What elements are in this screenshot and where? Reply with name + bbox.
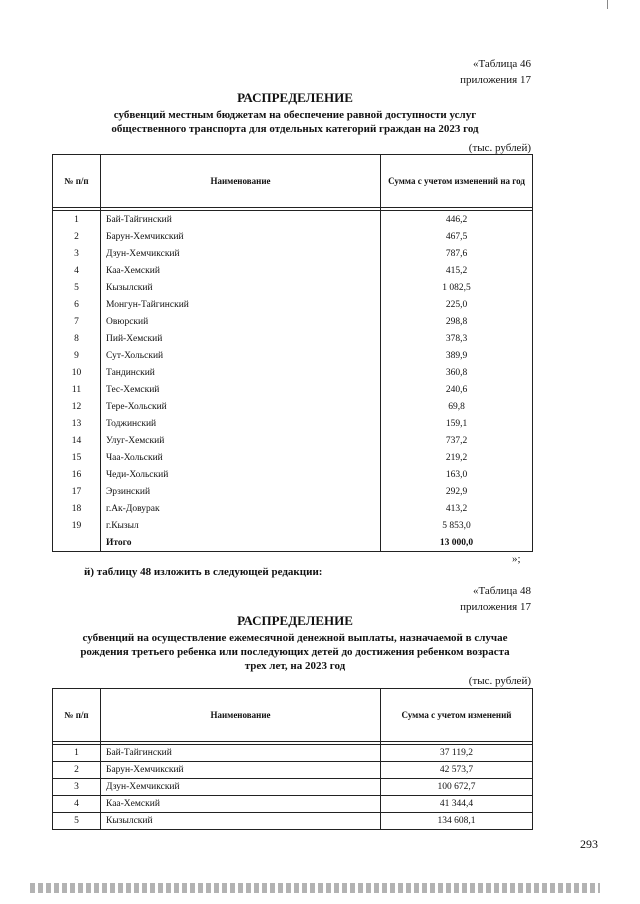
table46-cell-num: 2 (53, 228, 101, 245)
table46-row (53, 313, 533, 330)
table48-cell-name: Дзун-Хемчикский (101, 779, 381, 796)
table46-cell-num: 7 (53, 313, 101, 330)
table46-cell-num: 14 (53, 432, 101, 449)
table46-row (53, 415, 533, 432)
table46-total-value: 13 000,0 (381, 534, 533, 552)
table46-cell-num: 4 (53, 262, 101, 279)
table48-row (53, 762, 533, 779)
table48-cell-value: 100 672,7 (381, 779, 533, 796)
table46-cell-name: Сут-Хольский (101, 347, 381, 364)
table46-cell-num: 1 (53, 211, 101, 229)
table46-cell-value: 159,1 (381, 415, 533, 432)
table48-cell-value: 134 608,1 (381, 813, 533, 830)
table48-ref-line2: приложения 17 (460, 601, 531, 613)
table46-row (53, 330, 533, 347)
table46-cell-num: 19 (53, 517, 101, 534)
table48-header-sum: Сумма с учетом изменений (381, 689, 533, 742)
table46-header-name: Наименование (101, 155, 381, 208)
table46-cell-num: 11 (53, 381, 101, 398)
table46-cell-value: 787,6 (381, 245, 533, 262)
table46-cell-value: 219,2 (381, 449, 533, 466)
table46-cell-value: 360,8 (381, 364, 533, 381)
table48-subtitle-line3: трех лет, на 2023 год (244, 660, 346, 672)
table46-row (53, 296, 533, 313)
table46-cell-name: г.Ак-Довурак (101, 500, 381, 517)
table46-cell-num: 17 (53, 483, 101, 500)
table46-row (53, 500, 533, 517)
table46-cell-name: Овюрский (101, 313, 381, 330)
table46-row (53, 381, 533, 398)
table46-title: РАСПРЕДЕЛЕНИЕ (237, 90, 353, 105)
table46-subtitle-line2: общественного транспорта для отдельных категорий граждан на 2023 год (111, 123, 479, 135)
table46-cell-name: Барун-Хемчикский (101, 228, 381, 245)
table46-row (53, 364, 533, 381)
table46-cell-value: 737,2 (381, 432, 533, 449)
table46-row (53, 279, 533, 296)
table46-row (53, 398, 533, 415)
table48-header-name: Наименование (101, 689, 381, 742)
table46-row (53, 245, 533, 262)
table48-cell-num: 3 (53, 779, 101, 796)
table46-cell-num: 9 (53, 347, 101, 364)
table46-cell-num: 12 (53, 398, 101, 415)
table46-cell-name: Тере-Хольский (101, 398, 381, 415)
table48-units: (тыс. рублей) (468, 675, 531, 687)
table48-subtitle-line2: рождения третьего ребенка или последующих детей до достижения ребенком возраста (80, 646, 510, 658)
table46-row (53, 211, 533, 229)
table46-cell-value: 225,0 (381, 296, 533, 313)
table46-header-row (53, 155, 533, 208)
table46-cell-value: 413,2 (381, 500, 533, 517)
scan-bottom-artifact (30, 883, 600, 893)
table46-total-row (53, 534, 533, 552)
table48 (52, 688, 533, 830)
table46-cell-value: 378,3 (381, 330, 533, 347)
table46-cell-value: 5 853,0 (381, 517, 533, 534)
table48-row (53, 745, 533, 762)
table48-header-row (53, 689, 533, 742)
table48-ref-line1: «Таблица 48 (472, 585, 531, 597)
table46-row (53, 483, 533, 500)
table46-close-mark: »; (512, 553, 521, 565)
table48-cell-num: 4 (53, 796, 101, 813)
table46-ref-line2: приложения 17 (460, 74, 531, 86)
table46-cell-name: Чаа-Хольский (101, 449, 381, 466)
table48-cell-num: 5 (53, 813, 101, 830)
scan-margin-mark (607, 0, 608, 9)
table46-cell-num: 15 (53, 449, 101, 466)
table48-row (53, 813, 533, 830)
table46-cell-num: 10 (53, 364, 101, 381)
table46-cell-value: 69,8 (381, 398, 533, 415)
table46-cell-num: 16 (53, 466, 101, 483)
table46-cell-num: 6 (53, 296, 101, 313)
table48-cell-name: Кызылский (101, 813, 381, 830)
table48-cell-name: Бай-Тайгинский (101, 745, 381, 762)
table46-ref-line1: «Таблица 46 (472, 58, 531, 70)
table46-cell-value: 298,8 (381, 313, 533, 330)
table46-row (53, 517, 533, 534)
table46-cell-value: 467,5 (381, 228, 533, 245)
table46-cell-value: 163,0 (381, 466, 533, 483)
instruction-text: й) таблицу 48 изложить в следующей редакции: (84, 566, 323, 578)
page-number: 293 (580, 837, 598, 851)
table48-row (53, 796, 533, 813)
table46-subtitle-line1: субвенций местным бюджетам на обеспечение равной доступности услуг (113, 109, 477, 121)
table46-cell-name: Дзун-Хемчикский (101, 245, 381, 262)
table46-cell-value: 240,6 (381, 381, 533, 398)
table46-cell-num: 8 (53, 330, 101, 347)
table46-subtitle (40, 108, 550, 136)
table48-cell-num: 2 (53, 762, 101, 779)
table46-cell-name: Улуг-Хемский (101, 432, 381, 449)
table46-cell-num: 3 (53, 245, 101, 262)
table48-cell-name: Барун-Хемчикский (101, 762, 381, 779)
table46-header-sum: Сумма с учетом изменений на год (381, 155, 533, 208)
table46-cell-name: Кызылский (101, 279, 381, 296)
table46-total-label: Итого (101, 534, 381, 552)
table46-cell-name: Тандинский (101, 364, 381, 381)
table46-cell-value: 1 082,5 (381, 279, 533, 296)
table48-cell-value: 41 344,4 (381, 796, 533, 813)
table48-cell-value: 37 119,2 (381, 745, 533, 762)
table46-header-num: № п/п (53, 155, 101, 208)
table46-cell-name: Пий-Хемский (101, 330, 381, 347)
table46-cell-name: Бай-Тайгинский (101, 211, 381, 229)
table46-cell-name: Чеди-Хольский (101, 466, 381, 483)
table48-subtitle-line1: субвенций на осуществление ежемесячной денежной выплаты, назначаемой в случае (82, 632, 508, 644)
table46-cell-name: Монгун-Тайгинский (101, 296, 381, 313)
table48-subtitle (40, 631, 550, 673)
table48-reference (420, 583, 531, 615)
table46-cell-name: Тес-Хемский (101, 381, 381, 398)
table46-total-num (53, 534, 101, 552)
table46-row (53, 432, 533, 449)
table46-cell-name: Эрзинский (101, 483, 381, 500)
table46-cell-value: 389,9 (381, 347, 533, 364)
table48-row (53, 779, 533, 796)
table46-cell-name: Каа-Хемский (101, 262, 381, 279)
table48-cell-value: 42 573,7 (381, 762, 533, 779)
table46-cell-value: 415,2 (381, 262, 533, 279)
table46-cell-num: 5 (53, 279, 101, 296)
table46-reference (420, 56, 531, 88)
table48-cell-name: Каа-Хемский (101, 796, 381, 813)
table46-cell-name: г.Кызыл (101, 517, 381, 534)
table46 (52, 154, 533, 552)
table48-cell-num: 1 (53, 745, 101, 762)
table46-row (53, 262, 533, 279)
table46-cell-value: 446,2 (381, 211, 533, 229)
table46-row (53, 347, 533, 364)
table46-cell-name: Тоджинский (101, 415, 381, 432)
table46-cell-num: 18 (53, 500, 101, 517)
table46-row (53, 449, 533, 466)
table46-row (53, 466, 533, 483)
table48-header-num: № п/п (53, 689, 101, 742)
table46-units: (тыс. рублей) (468, 142, 531, 154)
table48-title: РАСПРЕДЕЛЕНИЕ (237, 613, 353, 628)
table46-row (53, 228, 533, 245)
table46-cell-num: 13 (53, 415, 101, 432)
table46-cell-value: 292,9 (381, 483, 533, 500)
